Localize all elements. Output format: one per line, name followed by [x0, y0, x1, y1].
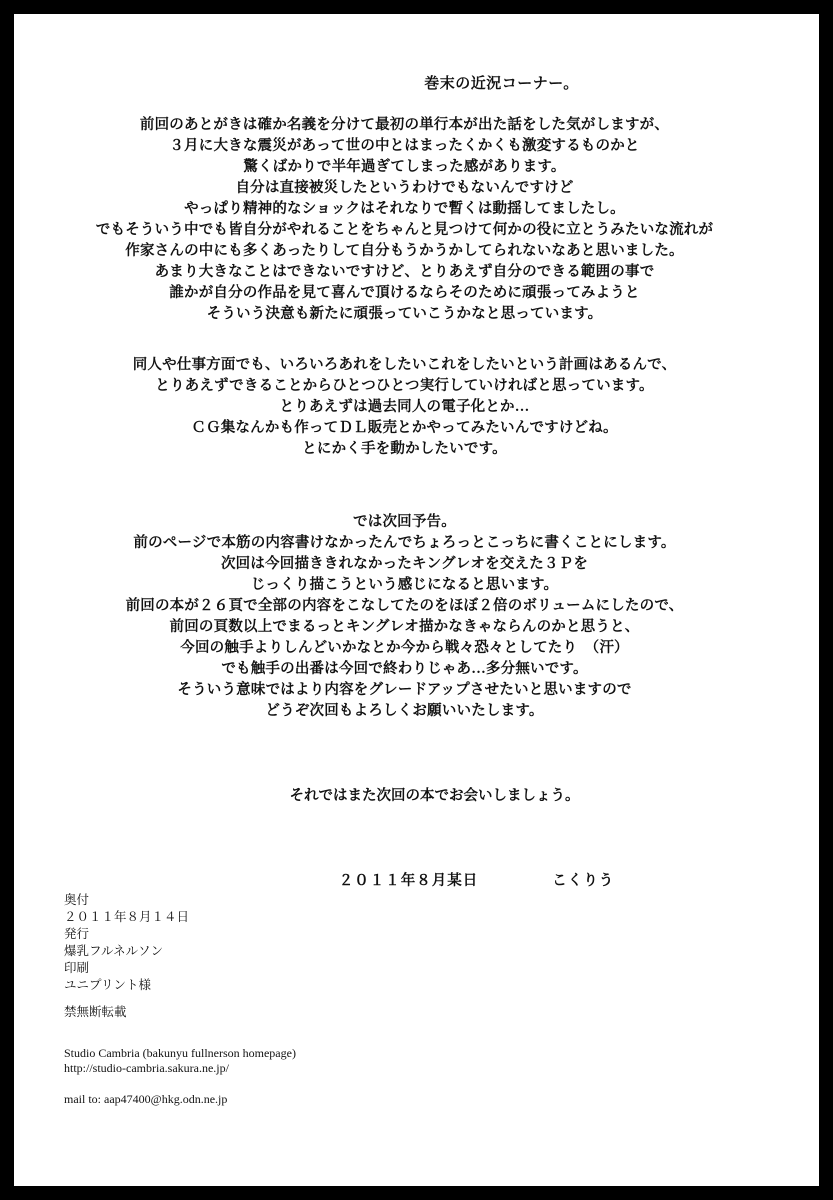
- afterword-line: そういう決意も新たに頑張っていこうかなと思っています。: [206, 306, 603, 322]
- closing-line: それではまた次回の本でお会いしましょう。: [289, 788, 580, 804]
- afterword-line: 前回のあとがきは確か名義を分けて最初の単行本が出た話をした気がしますが、: [139, 117, 670, 133]
- site-name: Studio Cambria (bakunyu fullnerson homepage): [64, 1046, 296, 1060]
- colophon-notice: 禁無断転載: [64, 1005, 127, 1019]
- afterword-line: では次回予告。: [353, 514, 456, 530]
- afterword-line: やっぱり精神的なショックはそれなりで暫くは動揺してましたし。: [184, 201, 625, 217]
- afterword-paragraph-3: [14, 512, 819, 722]
- afterword-line: とりあえずは過去同人の電子化とか…: [279, 399, 530, 415]
- afterword-paragraph-2: [14, 355, 819, 460]
- colophon: [64, 892, 189, 1021]
- afterword-line: 自分は直接被災したというわけでもないんですけど: [235, 180, 574, 196]
- afterword-line: 前回の本が２６頁で全部の内容をこなしてたのをほぼ２倍のボリュームにしたので、: [125, 598, 684, 614]
- afterword-line: あまり大きなことはできないですけど、とりあえず自分のできる範囲の事で: [154, 264, 655, 280]
- afterword-line: 前のページで本筋の内容書けなかったんでちょろっとこっちに書くことにします。: [133, 535, 676, 551]
- afterword-line: でも触手の出番は今回で終わりじゃあ…多分無いです。: [221, 661, 588, 677]
- colophon-publisher: 爆乳フルネルソン: [64, 944, 164, 958]
- afterword-line: 作家さんの中にも多くあったりして自分もうかうかしてられないなあと思いました。: [125, 243, 684, 259]
- afterword-line: でもそういう中でも皆自分がやれることをちゃんと見つけて何かの役に立とうみたいな流れが: [95, 222, 714, 238]
- afterword-line: 誰かが自分の作品を見て喜んで頂けるならそのために頑張ってみようと: [169, 285, 640, 301]
- afterword-line: とりあえずできることからひとつひとつ実行していければと思っています。: [155, 378, 654, 394]
- afterword-line: 前回の頁数以上でまるっとキングレオ描かなきゃならんのかと思うと、: [169, 619, 640, 635]
- colophon-label: 奥付: [64, 893, 90, 907]
- document-page: [14, 14, 819, 1186]
- afterword-line: そういう意味ではより内容をグレードアップさせたいと思いますので: [177, 682, 632, 698]
- afterword-line: じっくり描こうという感じになると思います。: [250, 577, 559, 593]
- afterword-line: ３月に大きな震災があって世の中とはまったくかくも激変するものかと: [169, 138, 640, 154]
- afterword-line: 今回の触手よりしんどいかなとか今から戦々恐々としてたり （汗）: [180, 640, 629, 656]
- colophon-printer: ユニプリント様: [64, 978, 152, 992]
- afterword-line: 同人や仕事方面でも、いろいろあれをしたいこれをしたいという計画はあるんで、: [132, 357, 677, 373]
- site-url[interactable]: http://studio-cambria.sakura.ne.jp/: [64, 1061, 229, 1075]
- signature-date: ２０１１年８月某日: [338, 873, 479, 889]
- signature-block: [14, 869, 819, 890]
- colophon-publish-label: 発行: [64, 927, 90, 941]
- afterword-line: 次回は今回描ききれなかったキングレオを交えた３Ｐを: [220, 556, 589, 572]
- colophon-print-label: 印刷: [64, 961, 90, 975]
- afterword-line: どうぞ次回もよろしくお願いいたします。: [265, 703, 544, 719]
- signature-name: こくりう: [552, 873, 615, 889]
- colophon-date: ２０１１年８月１４日: [64, 910, 190, 924]
- afterword-line: 驚くばかりで半年過ぎてしまった感があります。: [243, 159, 566, 175]
- afterword-line: ＣＧ集なんかも作ってＤＬ販売とかやってみたいんですけどね。: [191, 420, 618, 436]
- afterword-section: [14, 14, 819, 890]
- contact-mail[interactable]: mail to: aap47400@hkg.odn.ne.jp: [64, 1092, 228, 1106]
- afterword-paragraph-1: [14, 115, 819, 325]
- footer: [64, 1046, 296, 1107]
- afterword-line: とにかく手を動かしたいです。: [302, 441, 507, 457]
- afterword-title: 巻末の近況コーナー。: [424, 76, 579, 92]
